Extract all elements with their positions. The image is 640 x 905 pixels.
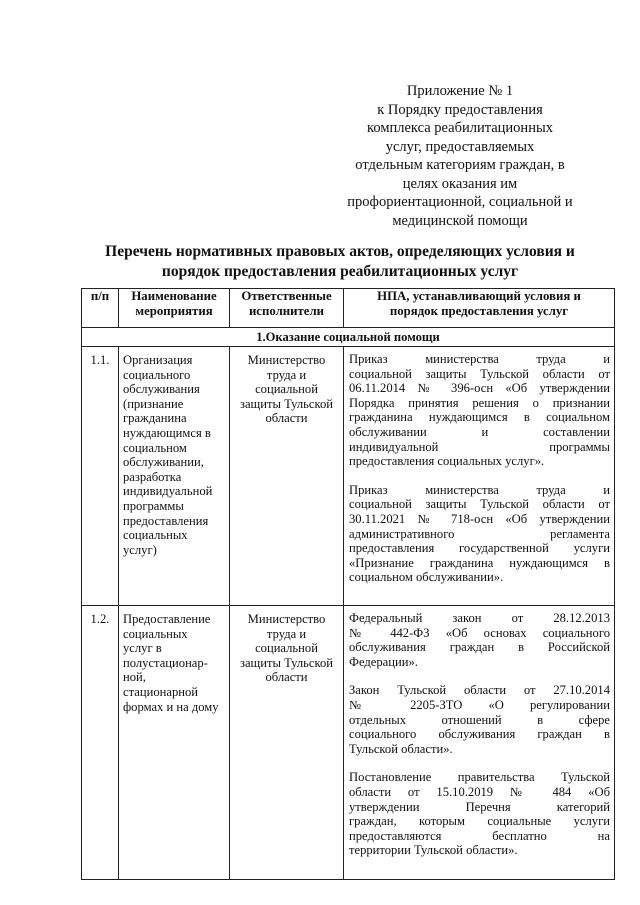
- header-number: п/п: [82, 289, 119, 328]
- section-row: [82, 328, 615, 347]
- appendix-line: Приложение № 1: [406, 83, 514, 99]
- appendix-line: к Порядку предоставления: [377, 101, 543, 118]
- header-npa: НПА, устанавливающий условия и порядок предоставления услуг: [344, 289, 615, 328]
- row-event: Организация социального обслуживания (признание гражданина нуждающимся в социальном обслуживании, разработка индивидуальной программы предоставления социальных услуг): [119, 347, 230, 606]
- appendix-line: услуг, предоставляемых: [385, 138, 535, 155]
- title-line: Перечень нормативных правовых актов, определяющих условия и: [105, 243, 575, 260]
- appendix-line: медицинской помощи: [392, 212, 528, 229]
- table-header-row: [82, 289, 615, 328]
- header-executors: Ответственные исполнители: [230, 289, 344, 328]
- appendix-header: [330, 82, 590, 230]
- title-line: порядок предоставления реабилитационных услуг: [161, 262, 519, 280]
- appendix-line: отдельным категориям граждан, в: [355, 157, 565, 173]
- row-event: Предоставление социальных услуг в полустационар- ной, стационарной формах и на дому: [119, 606, 230, 880]
- document-title: [60, 242, 620, 281]
- row-npa: [344, 347, 615, 606]
- row-executors: Министерство труда и социальной защиты Тульской области: [230, 347, 344, 606]
- appendix-line: комплекса реабилитационных: [367, 120, 553, 136]
- row-number: 1.1.: [82, 347, 119, 606]
- npa-paragraph: Постановление правительства Тульской области от 15.10.2019 № 484 «Об утверждении Перечня категорий граждан, которым социальные услуги предоставляются бесплатно на территории Тульской области».: [349, 770, 610, 858]
- row-number: 1.2.: [82, 606, 119, 880]
- section-title: 1.Оказание социальной помощи: [82, 328, 615, 347]
- appendix-line: целях оказания им: [402, 175, 518, 192]
- header-event: Наименование мероприятия: [119, 289, 230, 328]
- appendix-line: профориентационной, социальной и: [347, 194, 573, 210]
- npa-paragraph: Приказ министерства труда и социальной защиты Тульской области от 30.11.2021 № 718-осн «Об утверждении административного регламента предоставления государственной услуги «Признание гражданина нуждающимся в социальном обслуживании».: [349, 482, 610, 585]
- npa-paragraph: Федеральный закон от 28.12.2013 № 442-ФЗ «Об основах социального обслуживания граждан в Российской Федерации».: [349, 611, 610, 669]
- npa-paragraph: Закон Тульской области от 27.10.2014 № 2205-ЗТО «О регулировании отдельных отношений в сфере социального обслуживания граждан в Тульской области».: [349, 683, 610, 756]
- row-executors: Министерство труда и социальной защиты Тульской области: [230, 606, 344, 880]
- table-row: [82, 347, 615, 606]
- table-row: [82, 606, 615, 880]
- npa-table: [81, 288, 615, 880]
- row-npa: [344, 606, 615, 880]
- npa-paragraph: Приказ министерства труда и социальной защиты Тульской области от 06.11.2014 № 396-осн «Об утверждении Порядка принятия решения о признании гражданина нуждающимся в социальном обслуживании и составлении индивидуальной программы предоставления социальных услуг».: [349, 352, 610, 469]
